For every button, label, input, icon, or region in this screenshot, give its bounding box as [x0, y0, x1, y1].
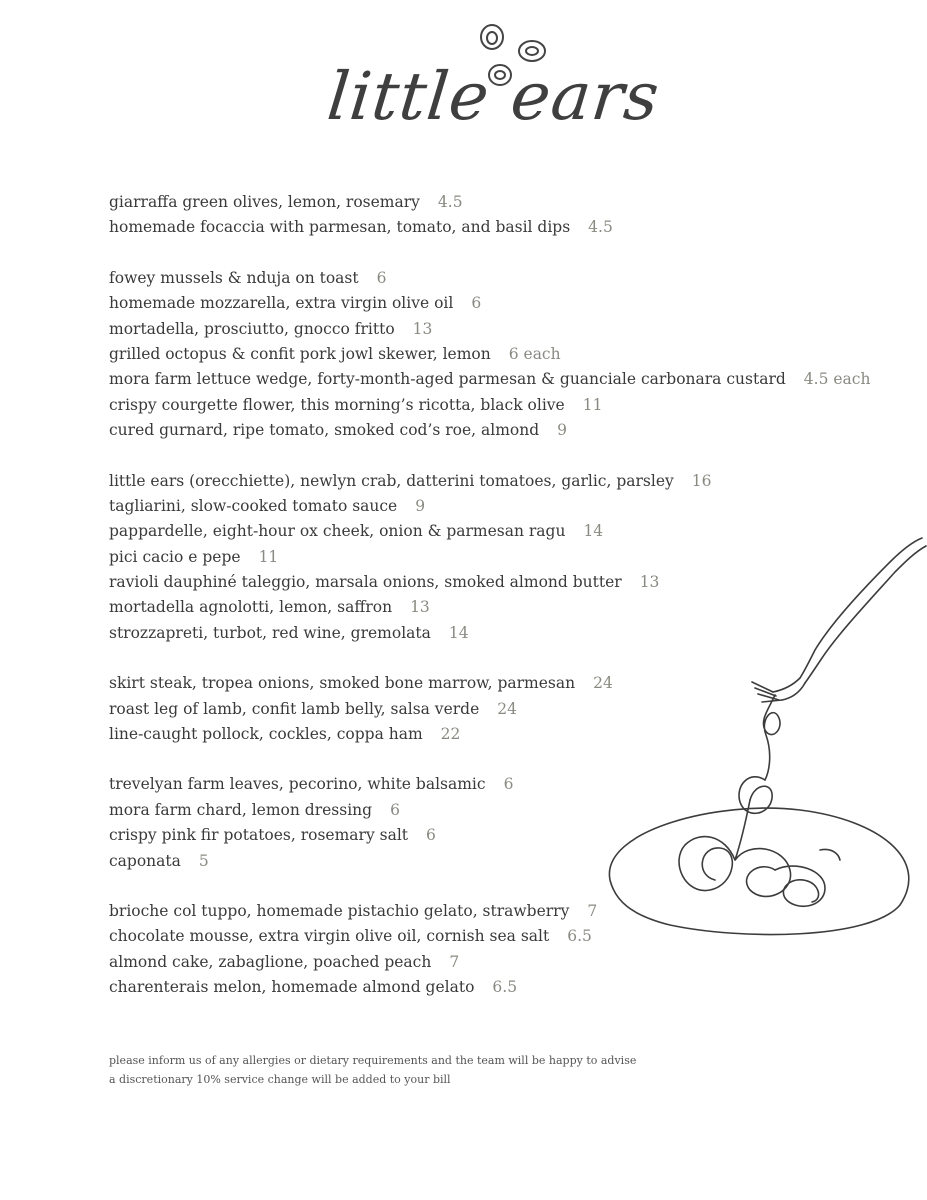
logo-text: little ears [323, 58, 664, 135]
menu-item-price: 6 [503, 775, 514, 794]
pasta-fork-drawing [600, 530, 927, 950]
menu-item-name: mora farm chard, lemon dressing [109, 800, 373, 819]
menu-item-name: mortadella agnolotti, lemon, saffron [109, 598, 393, 617]
menu-item-price: 9 [415, 496, 426, 515]
menu-item [109, 393, 889, 418]
menu-item-name: ravioli dauphiné taleggio, marsala onions, smoked almond butter [109, 573, 622, 592]
menu-item-name: fowey mussels & nduja on toast [109, 268, 359, 287]
footer-notice [109, 1051, 636, 1089]
menu-item-price: 13 [410, 598, 430, 617]
menu-item-price: 4.5 each [803, 370, 871, 389]
menu-item-price: 4.5 [588, 218, 613, 237]
menu-item-price: 6 [426, 826, 436, 845]
menu-section [109, 266, 889, 444]
menu-item-price: 4.5 [437, 193, 463, 211]
menu-section [109, 190, 889, 241]
menu-item-name: crispy courgette flower, this morning’s ricotta, black olive [109, 395, 565, 414]
service-charge-notice: a discretionary 10% service change will be added to your bill [109, 1073, 451, 1086]
menu-item-name: chocolate mousse, extra virgin olive oil, cornish sea salt [109, 927, 550, 946]
menu-item-name: skirt steak, tropea onions, smoked bone marrow, parmesan [109, 674, 576, 693]
menu-item [109, 190, 889, 215]
menu-item [109, 367, 889, 392]
menu-item-name: grilled octopus & confit pork jowl skewer, lemon [109, 344, 491, 363]
menu-item-name: pappardelle, eight-hour ox cheek, onion & parmesan ragu [109, 522, 566, 541]
menu-item-price: 5 [198, 851, 209, 870]
menu-item-price: 13 [639, 573, 660, 592]
menu-item [109, 291, 889, 316]
menu-item [109, 469, 889, 494]
menu-item-price: 6 [390, 800, 400, 819]
menu-item-price: 16 [691, 471, 712, 490]
menu-item-name: trevelyan farm leaves, pecorino, white balsamic [109, 775, 486, 794]
menu-item-name: almond cake, zabaglione, poached peach [109, 952, 432, 971]
menu-item [109, 215, 889, 240]
menu-item-name: mora farm lettuce wedge, forty-month-aged parmesan & guanciale carbonara custard [109, 370, 786, 389]
menu-item-name: cured gurnard, ripe tomato, smoked cod’s roe, almond [109, 421, 540, 440]
menu-item [109, 494, 889, 519]
menu-item-name: tagliarini, slow-cooked tomato sauce [109, 496, 398, 515]
menu-item-name: homemade mozzarella, extra virgin olive oil [109, 294, 454, 313]
menu-item-price: 9 [557, 421, 568, 440]
menu-item [109, 975, 889, 1000]
menu-item-name: brioche col tuppo, homemade pistachio gelato, strawberry [109, 901, 570, 920]
menu-item [109, 342, 889, 367]
menu-item-name: homemade focaccia with parmesan, tomato, and basil dips [109, 218, 571, 237]
menu-item-name: mortadella, prosciutto, gnocco fritto [109, 319, 395, 338]
menu-item-price: 6 [376, 268, 387, 287]
menu-item-name: strozzapreti, turbot, red wine, gremolata [109, 623, 431, 642]
allergy-notice: please inform us of any allergies or dietary requirements and the team will be happy to advise [109, 1054, 637, 1067]
menu-item-price: 14 [583, 522, 604, 541]
menu-item-price: 14 [448, 623, 469, 642]
menu-item-price: 6.5 [567, 927, 592, 946]
menu-item [109, 418, 889, 443]
menu-item-name: pici cacio e pepe [109, 547, 241, 566]
menu-item-price: 7 [449, 952, 460, 971]
menu-item-price: 11 [258, 547, 279, 566]
menu-item-name: giarraffa green olives, lemon, rosemary [109, 193, 420, 211]
menu-item-price: 6 each [508, 344, 561, 363]
menu-item-price: 24 [497, 699, 517, 718]
menu-item-name: line-caught pollock, cockles, coppa ham [109, 725, 423, 744]
menu-item-name: little ears (orecchiette), newlyn crab, datterini tomatoes, garlic, parsley [109, 471, 674, 490]
menu-item [109, 950, 889, 975]
menu-item-name: roast leg of lamb, confit lamb belly, salsa verde [109, 699, 480, 718]
menu-item-name: crispy pink fir potatoes, rosemary salt [109, 826, 409, 845]
menu-item-name: caponata [109, 851, 181, 870]
menu-item-price: 24 [593, 674, 613, 693]
menu-item [109, 266, 889, 291]
menu-item-price: 11 [582, 395, 603, 414]
menu-item-price: 13 [412, 319, 433, 338]
menu-item-name: charenterais melon, homemade almond gelato [109, 978, 475, 997]
menu-item-price: 22 [440, 725, 461, 744]
menu-item [109, 317, 889, 342]
menu-item-price: 6.5 [492, 978, 518, 997]
menu-item-price: 7 [587, 901, 598, 920]
logo [320, 18, 664, 168]
menu-item-price: 6 [471, 294, 482, 313]
